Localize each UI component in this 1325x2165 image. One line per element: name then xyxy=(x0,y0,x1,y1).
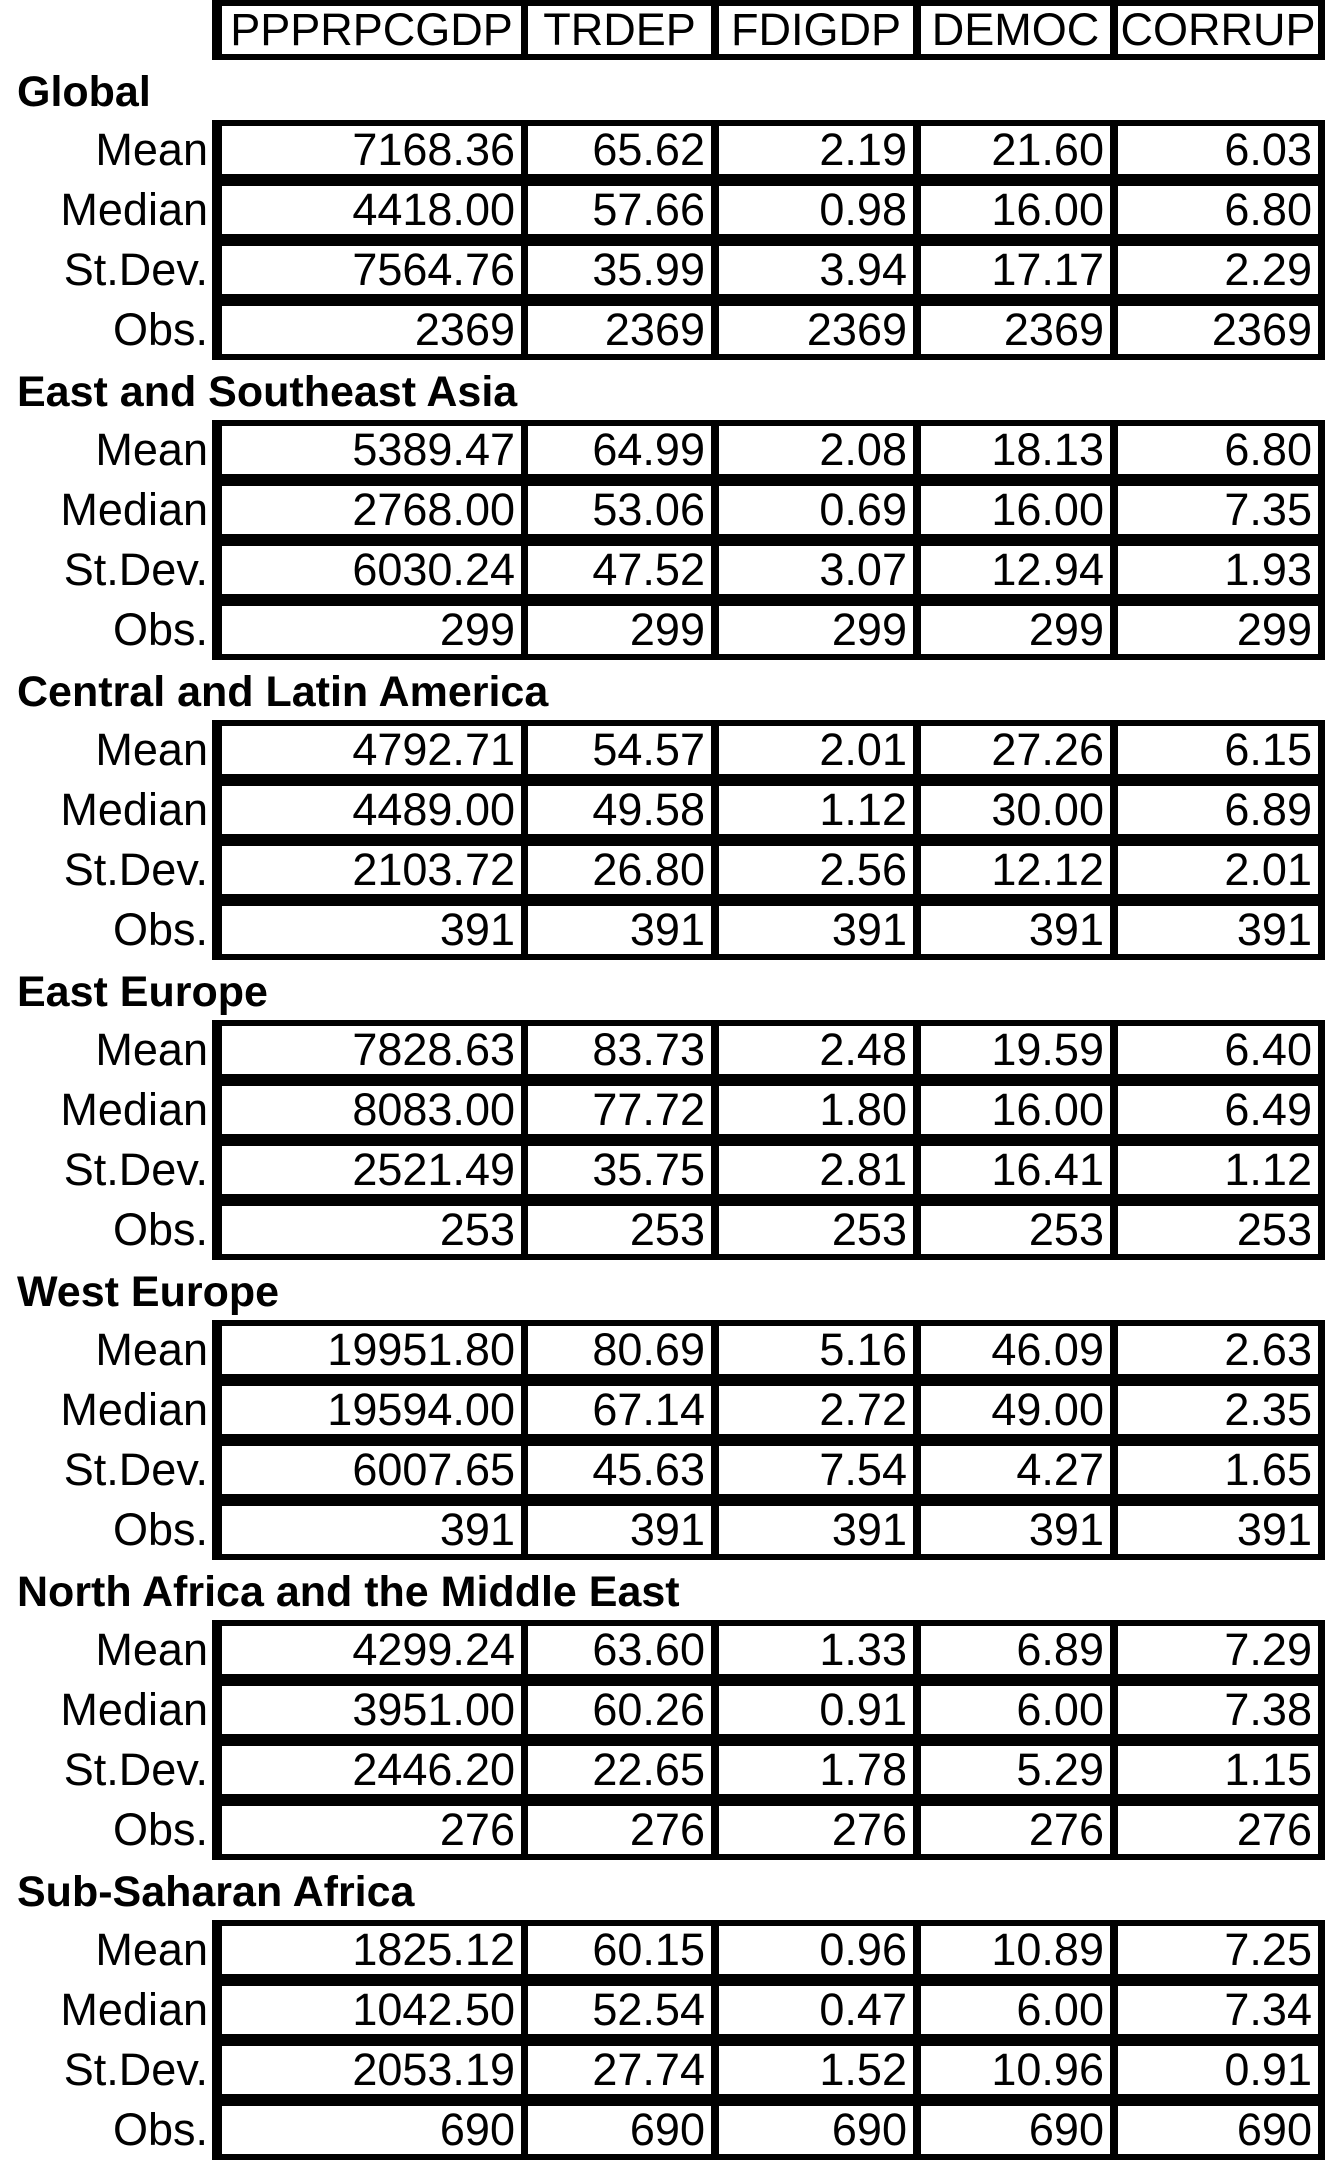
table-row xyxy=(0,2040,1325,2100)
statistic-label: Median xyxy=(60,1084,208,1135)
row-cells xyxy=(212,600,1325,660)
row-cells xyxy=(212,1980,1325,2040)
value-cell-corrup: 0.91 xyxy=(1118,2046,1318,2094)
value-cell-democ: 46.09 xyxy=(921,1326,1110,1374)
value-cell-corrup: 6.40 xyxy=(1118,1026,1318,1074)
table-row xyxy=(0,540,1325,600)
value-cell-fdigdp: 253 xyxy=(719,1206,913,1254)
value-cell-corrup: 2.35 xyxy=(1118,1386,1318,1434)
statistic-label: Mean xyxy=(95,1024,208,1075)
section-header-row xyxy=(0,1260,1325,1320)
section-header-row xyxy=(0,1560,1325,1620)
statistic-label: St.Dev. xyxy=(63,1744,208,1795)
value-cell-corrup: 253 xyxy=(1118,1206,1318,1254)
value-cell-fdigdp: 0.96 xyxy=(719,1926,913,1974)
statistic-label: Median xyxy=(60,1684,208,1735)
header-row xyxy=(0,0,1325,60)
row-cells xyxy=(212,1080,1325,1140)
statistic-label: Obs. xyxy=(112,1504,208,1555)
value-cell-ppprpcgdp: 690 xyxy=(222,2106,521,2154)
value-cell-corrup: 391 xyxy=(1118,1506,1318,1554)
statistic-label: Mean xyxy=(95,1624,208,1675)
table-row xyxy=(0,1140,1325,1200)
value-cell-ppprpcgdp: 2521.49 xyxy=(222,1146,521,1194)
value-cell-democ: 49.00 xyxy=(921,1386,1110,1434)
value-cell-trdep: 77.72 xyxy=(528,1086,711,1134)
section-header-row xyxy=(0,660,1325,720)
table-row xyxy=(0,900,1325,960)
value-cell-fdigdp: 2369 xyxy=(719,306,913,354)
value-cell-democ: 6.89 xyxy=(921,1626,1110,1674)
value-cell-fdigdp: 0.69 xyxy=(719,486,913,534)
value-cell-corrup: 1.15 xyxy=(1118,1746,1318,1794)
value-cell-trdep: 22.65 xyxy=(528,1746,711,1794)
value-cell-trdep: 53.06 xyxy=(528,486,711,534)
value-cell-democ: 2369 xyxy=(921,306,1110,354)
table-row xyxy=(0,1800,1325,1860)
value-cell-ppprpcgdp: 8083.00 xyxy=(222,1086,521,1134)
value-cell-trdep: 52.54 xyxy=(528,1986,711,2034)
value-cell-democ: 30.00 xyxy=(921,786,1110,834)
section-title: North Africa and the Middle East xyxy=(17,1568,680,1616)
section-title: Global xyxy=(17,68,151,116)
table-row xyxy=(0,1920,1325,1980)
value-cell-ppprpcgdp: 2103.72 xyxy=(222,846,521,894)
table-row xyxy=(0,240,1325,300)
row-cells xyxy=(212,1620,1325,1680)
value-cell-trdep: 64.99 xyxy=(528,426,711,474)
section-header-row xyxy=(0,1860,1325,1920)
value-cell-fdigdp: 1.52 xyxy=(719,2046,913,2094)
value-cell-trdep: 35.75 xyxy=(528,1146,711,1194)
value-cell-trdep: 60.26 xyxy=(528,1686,711,1734)
value-cell-corrup: 7.25 xyxy=(1118,1926,1318,1974)
statistic-label: Obs. xyxy=(112,1204,208,1255)
table-row xyxy=(0,1380,1325,1440)
value-cell-ppprpcgdp: 19594.00 xyxy=(222,1386,521,1434)
value-cell-democ: 16.41 xyxy=(921,1146,1110,1194)
value-cell-trdep: 2369 xyxy=(528,306,711,354)
value-cell-corrup: 7.38 xyxy=(1118,1686,1318,1734)
value-cell-trdep: 65.62 xyxy=(528,126,711,174)
value-cell-trdep: 391 xyxy=(528,906,711,954)
value-cell-corrup: 6.80 xyxy=(1118,426,1318,474)
value-cell-democ: 276 xyxy=(921,1806,1110,1854)
row-cells xyxy=(212,1020,1325,1080)
value-cell-ppprpcgdp: 276 xyxy=(222,1806,521,1854)
value-cell-corrup: 7.35 xyxy=(1118,486,1318,534)
value-cell-democ: 16.00 xyxy=(921,1086,1110,1134)
value-cell-corrup: 2.63 xyxy=(1118,1326,1318,1374)
row-cells xyxy=(212,1440,1325,1500)
value-cell-ppprpcgdp: 6007.65 xyxy=(222,1446,521,1494)
column-header-corrup: CORRUP xyxy=(1118,6,1318,54)
table-row xyxy=(0,1320,1325,1380)
value-cell-fdigdp: 2.56 xyxy=(719,846,913,894)
value-cell-ppprpcgdp: 2768.00 xyxy=(222,486,521,534)
statistic-label: Mean xyxy=(95,424,208,475)
value-cell-ppprpcgdp: 1825.12 xyxy=(222,1926,521,1974)
table-row xyxy=(0,1020,1325,1080)
statistic-label: Obs. xyxy=(112,1804,208,1855)
statistic-label: Mean xyxy=(95,724,208,775)
value-cell-ppprpcgdp: 4418.00 xyxy=(222,186,521,234)
value-cell-ppprpcgdp: 2446.20 xyxy=(222,1746,521,1794)
value-cell-trdep: 57.66 xyxy=(528,186,711,234)
value-cell-democ: 299 xyxy=(921,606,1110,654)
statistic-label: Obs. xyxy=(112,304,208,355)
value-cell-fdigdp: 1.12 xyxy=(719,786,913,834)
row-cells xyxy=(212,180,1325,240)
value-cell-corrup: 6.03 xyxy=(1118,126,1318,174)
statistic-label: St.Dev. xyxy=(63,2044,208,2095)
value-cell-corrup: 6.49 xyxy=(1118,1086,1318,1134)
section-title: Central and Latin America xyxy=(17,668,549,716)
value-cell-corrup: 2.29 xyxy=(1118,246,1318,294)
row-cells xyxy=(212,240,1325,300)
value-cell-democ: 5.29 xyxy=(921,1746,1110,1794)
table-row xyxy=(0,120,1325,180)
value-cell-fdigdp: 391 xyxy=(719,1506,913,1554)
value-cell-trdep: 83.73 xyxy=(528,1026,711,1074)
value-cell-corrup: 299 xyxy=(1118,606,1318,654)
value-cell-democ: 16.00 xyxy=(921,486,1110,534)
statistic-label: St.Dev. xyxy=(63,1444,208,1495)
section-header-row xyxy=(0,360,1325,420)
column-header-fdigdp: FDIGDP xyxy=(719,6,913,54)
value-cell-ppprpcgdp: 4792.71 xyxy=(222,726,521,774)
value-cell-trdep: 27.74 xyxy=(528,2046,711,2094)
value-cell-democ: 690 xyxy=(921,2106,1110,2154)
column-header-ppprpcgdp: PPPRPCGDP xyxy=(222,6,521,54)
value-cell-fdigdp: 7.54 xyxy=(719,1446,913,1494)
value-cell-trdep: 26.80 xyxy=(528,846,711,894)
value-cell-fdigdp: 1.78 xyxy=(719,1746,913,1794)
row-cells xyxy=(212,420,1325,480)
value-cell-democ: 10.96 xyxy=(921,2046,1110,2094)
row-cells xyxy=(212,1740,1325,1800)
table-row xyxy=(0,1740,1325,1800)
value-cell-corrup: 391 xyxy=(1118,906,1318,954)
row-cells xyxy=(212,720,1325,780)
value-cell-democ: 10.89 xyxy=(921,1926,1110,1974)
value-cell-fdigdp: 2.08 xyxy=(719,426,913,474)
table-row xyxy=(0,180,1325,240)
value-cell-corrup: 1.93 xyxy=(1118,546,1318,594)
value-cell-ppprpcgdp: 3951.00 xyxy=(222,1686,521,1734)
statistic-label: Median xyxy=(60,784,208,835)
section-header-row xyxy=(0,960,1325,1020)
value-cell-ppprpcgdp: 2053.19 xyxy=(222,2046,521,2094)
statistic-label: Median xyxy=(60,1984,208,2035)
value-cell-democ: 4.27 xyxy=(921,1446,1110,1494)
value-cell-fdigdp: 2.72 xyxy=(719,1386,913,1434)
value-cell-trdep: 45.63 xyxy=(528,1446,711,1494)
table-row xyxy=(0,720,1325,780)
table-row xyxy=(0,420,1325,480)
value-cell-trdep: 49.58 xyxy=(528,786,711,834)
row-cells xyxy=(212,1800,1325,1860)
row-cells xyxy=(212,1140,1325,1200)
value-cell-trdep: 391 xyxy=(528,1506,711,1554)
value-cell-fdigdp: 299 xyxy=(719,606,913,654)
statistic-label: Mean xyxy=(95,124,208,175)
statistic-label: Median xyxy=(60,184,208,235)
statistic-label: St.Dev. xyxy=(63,544,208,595)
value-cell-ppprpcgdp: 4299.24 xyxy=(222,1626,521,1674)
value-cell-fdigdp: 2.01 xyxy=(719,726,913,774)
value-cell-ppprpcgdp: 7168.36 xyxy=(222,126,521,174)
column-header-trdep: TRDEP xyxy=(528,6,711,54)
value-cell-corrup: 690 xyxy=(1118,2106,1318,2154)
row-cells xyxy=(212,900,1325,960)
value-cell-ppprpcgdp: 1042.50 xyxy=(222,1986,521,2034)
value-cell-ppprpcgdp: 19951.80 xyxy=(222,1326,521,1374)
row-cells xyxy=(212,2040,1325,2100)
value-cell-ppprpcgdp: 391 xyxy=(222,1506,521,1554)
value-cell-corrup: 1.65 xyxy=(1118,1446,1318,1494)
statistic-label: St.Dev. xyxy=(63,1144,208,1195)
value-cell-trdep: 63.60 xyxy=(528,1626,711,1674)
section-title: East Europe xyxy=(17,968,268,1016)
row-cells xyxy=(212,1920,1325,1980)
value-cell-fdigdp: 3.07 xyxy=(719,546,913,594)
value-cell-trdep: 299 xyxy=(528,606,711,654)
table-row xyxy=(0,300,1325,360)
value-cell-corrup: 7.29 xyxy=(1118,1626,1318,1674)
value-cell-fdigdp: 0.91 xyxy=(719,1686,913,1734)
value-cell-fdigdp: 2.19 xyxy=(719,126,913,174)
value-cell-fdigdp: 3.94 xyxy=(719,246,913,294)
section-header-row xyxy=(0,60,1325,120)
value-cell-fdigdp: 1.33 xyxy=(719,1626,913,1674)
value-cell-trdep: 276 xyxy=(528,1806,711,1854)
value-cell-corrup: 6.89 xyxy=(1118,786,1318,834)
value-cell-ppprpcgdp: 391 xyxy=(222,906,521,954)
value-cell-fdigdp: 2.81 xyxy=(719,1146,913,1194)
row-cells xyxy=(212,1380,1325,1440)
value-cell-fdigdp: 2.48 xyxy=(719,1026,913,1074)
table-row xyxy=(0,1440,1325,1500)
statistic-label: Obs. xyxy=(112,904,208,955)
header-cells xyxy=(212,0,1325,60)
row-cells xyxy=(212,2100,1325,2160)
value-cell-ppprpcgdp: 2369 xyxy=(222,306,521,354)
value-cell-corrup: 276 xyxy=(1118,1806,1318,1854)
value-cell-democ: 19.59 xyxy=(921,1026,1110,1074)
value-cell-democ: 391 xyxy=(921,1506,1110,1554)
value-cell-democ: 12.94 xyxy=(921,546,1110,594)
table-row xyxy=(0,1080,1325,1140)
value-cell-fdigdp: 276 xyxy=(719,1806,913,1854)
value-cell-fdigdp: 391 xyxy=(719,906,913,954)
value-cell-trdep: 54.57 xyxy=(528,726,711,774)
value-cell-democ: 6.00 xyxy=(921,1986,1110,2034)
statistic-label: Median xyxy=(60,1384,208,1435)
row-cells xyxy=(212,840,1325,900)
statistic-label: St.Dev. xyxy=(63,244,208,295)
value-cell-democ: 16.00 xyxy=(921,186,1110,234)
value-cell-ppprpcgdp: 4489.00 xyxy=(222,786,521,834)
value-cell-ppprpcgdp: 6030.24 xyxy=(222,546,521,594)
value-cell-trdep: 80.69 xyxy=(528,1326,711,1374)
value-cell-democ: 27.26 xyxy=(921,726,1110,774)
value-cell-corrup: 6.80 xyxy=(1118,186,1318,234)
value-cell-ppprpcgdp: 299 xyxy=(222,606,521,654)
row-cells xyxy=(212,1500,1325,1560)
statistic-label: Mean xyxy=(95,1324,208,1375)
table-row xyxy=(0,780,1325,840)
section-title: West Europe xyxy=(17,1268,280,1316)
row-cells xyxy=(212,480,1325,540)
value-cell-ppprpcgdp: 253 xyxy=(222,1206,521,1254)
row-cells xyxy=(212,1680,1325,1740)
value-cell-fdigdp: 1.80 xyxy=(719,1086,913,1134)
table-row xyxy=(0,480,1325,540)
value-cell-trdep: 690 xyxy=(528,2106,711,2154)
value-cell-trdep: 253 xyxy=(528,1206,711,1254)
statistic-label: Obs. xyxy=(112,604,208,655)
table-row xyxy=(0,1200,1325,1260)
value-cell-democ: 17.17 xyxy=(921,246,1110,294)
statistic-label: Mean xyxy=(95,1924,208,1975)
table-row xyxy=(0,1500,1325,1560)
value-cell-trdep: 60.15 xyxy=(528,1926,711,1974)
section-title: East and Southeast Asia xyxy=(17,368,518,416)
value-cell-democ: 12.12 xyxy=(921,846,1110,894)
row-cells xyxy=(212,120,1325,180)
row-cells xyxy=(212,1320,1325,1380)
value-cell-corrup: 6.15 xyxy=(1118,726,1318,774)
row-cells xyxy=(212,780,1325,840)
value-cell-fdigdp: 5.16 xyxy=(719,1326,913,1374)
table-row xyxy=(0,1620,1325,1680)
value-cell-democ: 18.13 xyxy=(921,426,1110,474)
statistic-label: Obs. xyxy=(112,2104,208,2155)
value-cell-fdigdp: 0.47 xyxy=(719,1986,913,2034)
value-cell-corrup: 2.01 xyxy=(1118,846,1318,894)
statistic-label: St.Dev. xyxy=(63,844,208,895)
table-row xyxy=(0,1980,1325,2040)
value-cell-trdep: 47.52 xyxy=(528,546,711,594)
value-cell-fdigdp: 690 xyxy=(719,2106,913,2154)
value-cell-trdep: 35.99 xyxy=(528,246,711,294)
value-cell-democ: 253 xyxy=(921,1206,1110,1254)
value-cell-democ: 6.00 xyxy=(921,1686,1110,1734)
section-title: Sub-Saharan Africa xyxy=(17,1868,415,1916)
statistic-label: Median xyxy=(60,484,208,535)
table-row xyxy=(0,840,1325,900)
value-cell-ppprpcgdp: 5389.47 xyxy=(222,426,521,474)
value-cell-fdigdp: 0.98 xyxy=(719,186,913,234)
row-cells xyxy=(212,540,1325,600)
value-cell-corrup: 7.34 xyxy=(1118,1986,1318,2034)
value-cell-democ: 391 xyxy=(921,906,1110,954)
value-cell-corrup: 1.12 xyxy=(1118,1146,1318,1194)
table-body xyxy=(0,60,1325,2160)
row-cells xyxy=(212,300,1325,360)
table-row xyxy=(0,1680,1325,1740)
table-row xyxy=(0,600,1325,660)
column-header-democ: DEMOC xyxy=(921,6,1110,54)
value-cell-corrup: 2369 xyxy=(1118,306,1318,354)
value-cell-democ: 21.60 xyxy=(921,126,1110,174)
value-cell-trdep: 67.14 xyxy=(528,1386,711,1434)
row-cells xyxy=(212,1200,1325,1260)
value-cell-ppprpcgdp: 7828.63 xyxy=(222,1026,521,1074)
table-row xyxy=(0,2100,1325,2160)
value-cell-ppprpcgdp: 7564.76 xyxy=(222,246,521,294)
